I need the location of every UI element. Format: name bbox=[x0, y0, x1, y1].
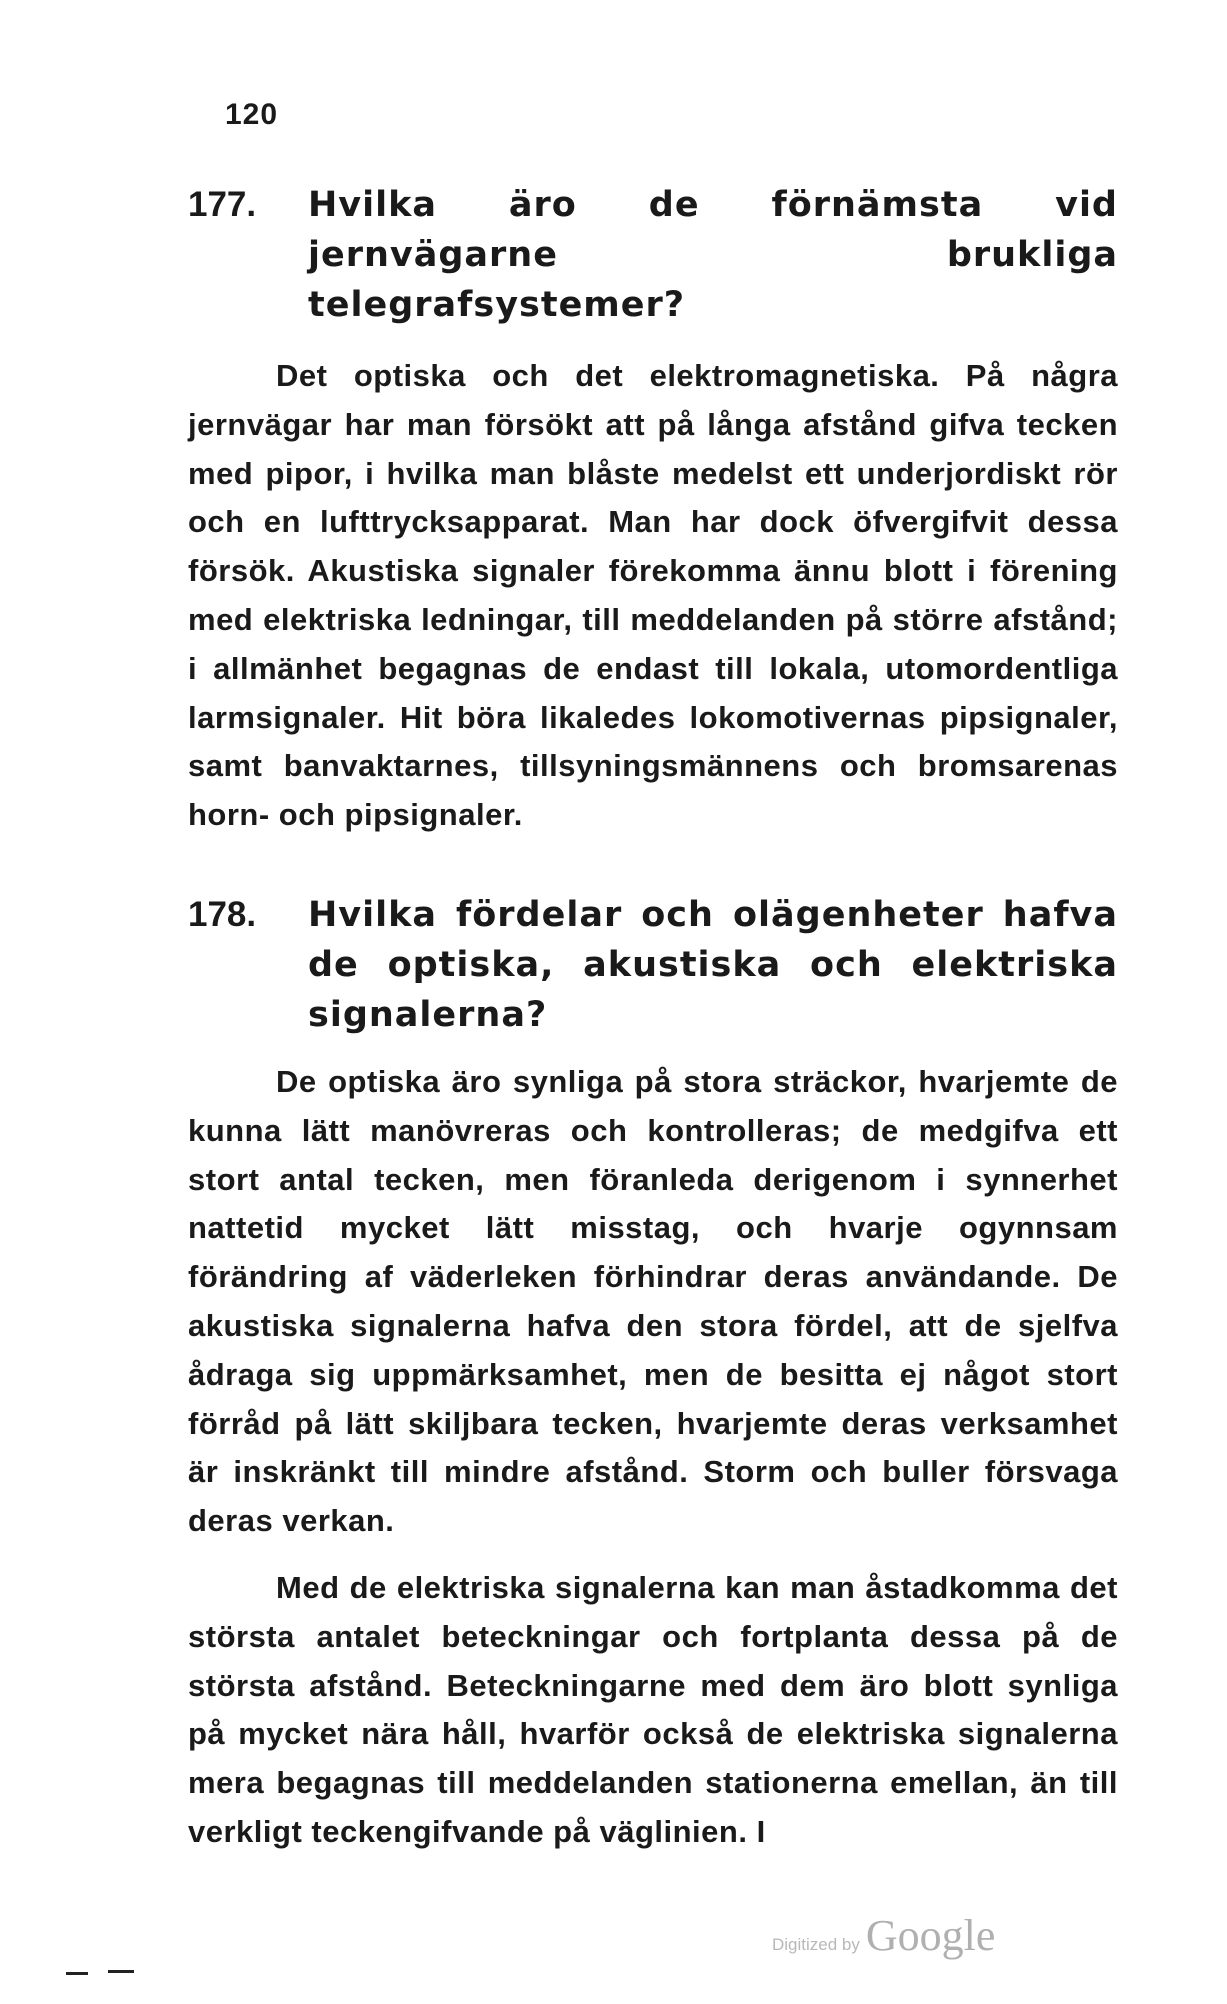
question-178 bbox=[188, 890, 1118, 1857]
google-logo: Google bbox=[865, 1911, 996, 1960]
question-title: Hvilka äro de förnämsta vid jernvägarne brukliga telegrafsystemer? bbox=[308, 185, 1118, 325]
answer-paragraph: Med de elektriska signalerna kan man åstadkomma det största antalet beteckningar och fortplanta dessa på de största afstånd. Beteckningarne med dem äro blott synliga på mycket nära håll, hvarför också de elektriska signalerna mera begagnas till meddelanden stationerna emellan, än till verkligt teckengifvande på väglinien. I bbox=[188, 1569, 1118, 1849]
page-number: 120 bbox=[225, 98, 279, 131]
watermark-prefix: Digitized by bbox=[772, 1935, 860, 1954]
answer-paragraph: Det optiska och det elektromagnetiska. På några jernvägar har man försökt att på långa afstånd gifva tecken med pipor, i hvilka man blåste medelst ett underjordiskt rör och en lufttrycksapparat. Man har dock öfvergifvit dessa försök. Akustiska signaler förekomma ännu blott i förening med elektriska ledningar, till meddelanden på större afstånd; i allmänhet begagnas de endast till lokala, utomordentliga larmsignaler. Hit böra likaledes lokomotivernas pipsignaler, samt banvaktarnes, tillsyningsmännens och bromsarenas horn- och pipsignaler. bbox=[188, 358, 1118, 833]
question-number: 177. bbox=[188, 185, 257, 224]
question-heading bbox=[188, 180, 1118, 330]
question-heading bbox=[188, 890, 1118, 1040]
question-title: Hvilka fördelar och olägenheter hafva de optiska, akustiska och elektriska signalerna? bbox=[308, 895, 1118, 1035]
margin-mark bbox=[108, 1970, 134, 1973]
margin-mark bbox=[66, 1972, 88, 1975]
digitized-watermark bbox=[772, 1910, 995, 1961]
question-177 bbox=[188, 180, 1118, 840]
answer-paragraph: De optiska äro synliga på stora sträckor, hvarjemte de kunna lätt manövreras och kontrolleras; de medgifva ett stort antal tecken, men föranleda derigenom i synnerhet nattetid mycket lätt misstag, och hvarje ogynnsam förändring af väderleken förhindrar deras användande. De akustiska signalerna hafva den stora fördel, att de sjelfva ådraga sig uppmärksamhet, men de besitta ej något stort förråd på lätt skiljbara tecken, hvarjemte deras verksamhet är inskränkt till mindre afstånd. Storm och buller försvaga deras verkan. bbox=[188, 1064, 1118, 1539]
question-number: 178. bbox=[188, 895, 257, 934]
